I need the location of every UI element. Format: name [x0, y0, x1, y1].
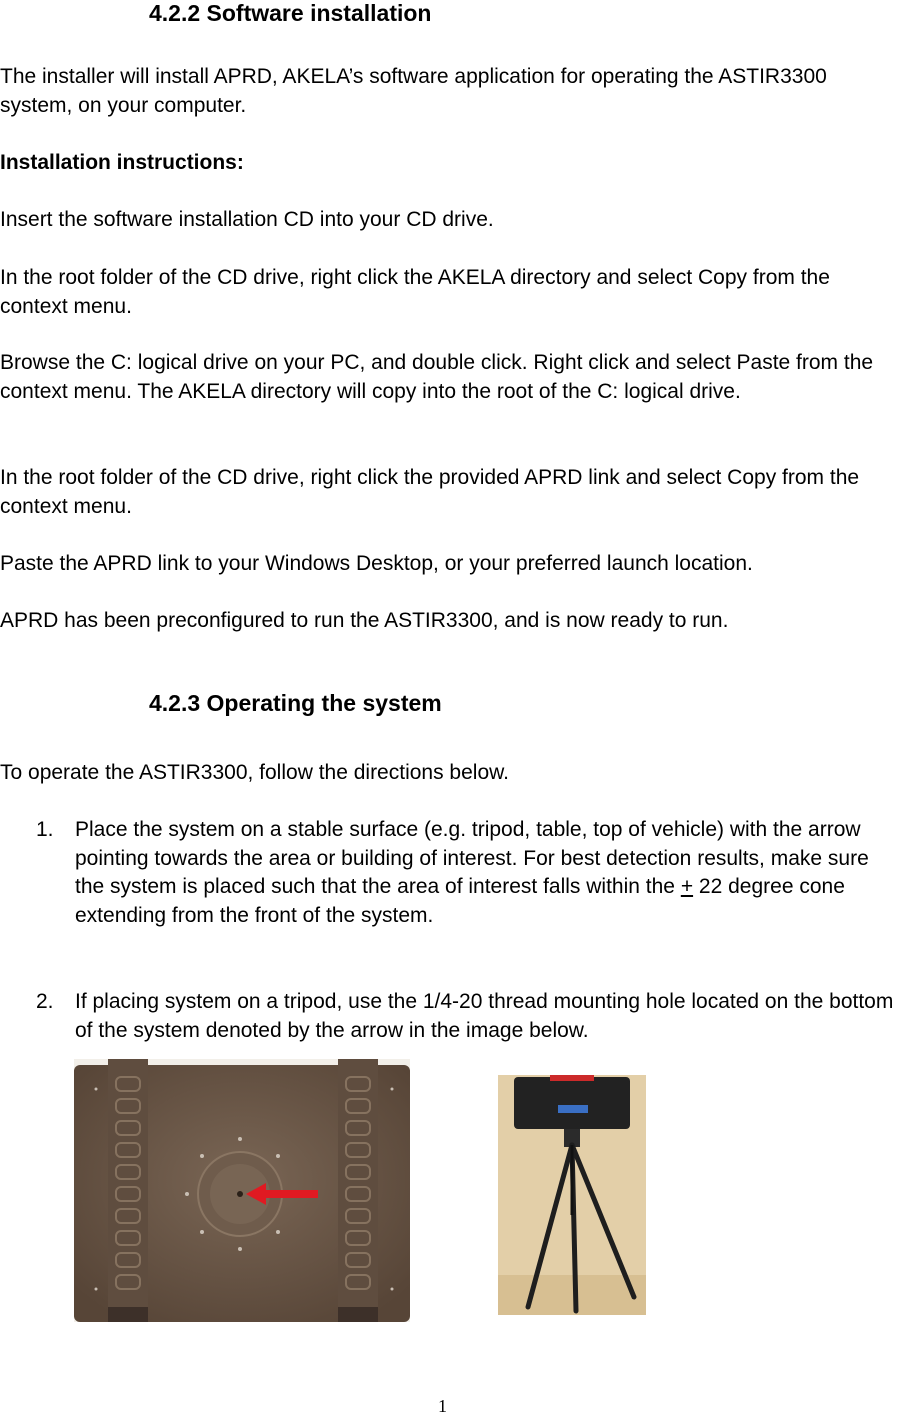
- installer-intro-paragraph: The installer will install APRD, AKELA’s software application for operating the ASTIR3300 system, on your computer.: [0, 65, 827, 117]
- paragraph-copy-aprd-link: In the root folder of the CD drive, right click the provided APRD link and select Copy from the context menu.: [0, 466, 860, 518]
- plus-minus-symbol: +: [680, 875, 694, 898]
- list-number: 2.: [36, 990, 54, 1013]
- photo-system-on-tripod: [498, 1075, 646, 1315]
- photo-case-bottom: [74, 1059, 410, 1322]
- list-number: 1.: [36, 818, 54, 841]
- tripod-illustration: [498, 1075, 646, 1315]
- list-item-text: If placing system on a tripod, use the 1/4-20 thread mounting hole located on the bottom of the system denoted by the arrow in the image below.: [75, 990, 894, 1042]
- paragraph-paste-akela-directory: Browse the C: logical drive on your PC, and double click. Right click and select Paste from the context menu. The AKELA directory will copy into the root of the C: logical drive.: [0, 351, 874, 403]
- operate-intro-paragraph: To operate the ASTIR3300, follow the directions below.: [0, 761, 509, 784]
- list-item-text: Place the system on a stable surface (e.g. tripod, table, top of vehicle) with the arrow pointing towards the area or building of interest. For best detection results, make sure the system is placed such that the area of interest falls within the + 22 degree cone extending from the front of the system.: [75, 818, 869, 927]
- paragraph-aprd-ready: APRD has been preconfigured to run the ASTIR3300, and is now ready to run.: [0, 609, 729, 632]
- case-bottom-illustration: [74, 1059, 410, 1322]
- paragraph-insert-cd: Insert the software installation CD into your CD drive.: [0, 208, 494, 231]
- section-heading-operating-system: 4.2.3 Operating the system: [149, 690, 442, 716]
- installation-instructions-heading: Installation instructions:: [0, 151, 244, 174]
- section-heading-software-installation: 4.2.2 Software installation: [149, 0, 432, 26]
- paragraph-copy-akela-directory: In the root folder of the CD drive, right click the AKELA directory and select Copy from the context menu.: [0, 266, 830, 318]
- paragraph-paste-aprd-link: Paste the APRD link to your Windows Desktop, or your preferred launch location.: [0, 552, 753, 575]
- page-number: 1: [438, 1396, 447, 1416]
